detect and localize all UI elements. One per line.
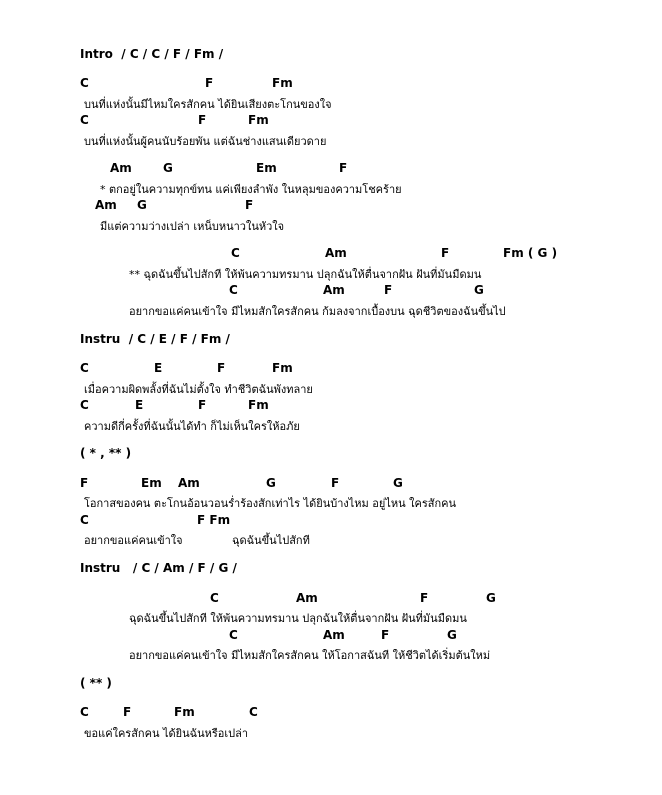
chord: G <box>486 591 496 605</box>
chord-line <box>0 476 662 492</box>
chord: F <box>381 628 390 642</box>
lyric-line <box>0 724 662 740</box>
lyric-line <box>0 302 662 318</box>
lyric-text: ** ฉุดฉันขึ้นไปสักที ให้พ้นความทรมาน ปลุกฉันให้ตื่นจากฝัน ฝันที่มันมืดมน <box>129 268 482 281</box>
chord: Am <box>95 198 117 212</box>
chord-line <box>0 513 662 529</box>
chord: F Fm <box>197 513 231 527</box>
chord: Fm <box>272 76 293 90</box>
lyric-line <box>0 494 662 510</box>
lyric-text: บนที่แห่งนั้นมีไหมใครสักคน ได้ยินเสียงตะโกนของใจ <box>84 98 332 111</box>
intro-line <box>0 47 662 63</box>
chord: F <box>123 705 132 719</box>
chord: F <box>217 361 226 375</box>
lyric-text: อยากขอแค่คนเข้าใจ มีไหมสักใครสักคน ให้โอกาสฉันที ให้ชีวิตได้เริ่มต้นใหม่ <box>129 649 491 662</box>
lyric-line <box>0 95 662 111</box>
chord: C <box>229 283 238 297</box>
chord-line <box>0 398 662 414</box>
lyric-line <box>0 380 662 396</box>
lyric-text: ขอแค่ใครสักคน ได้ยินฉันหรือเปล่า <box>84 727 249 740</box>
lyric-text: ฉุดฉันขึ้นไปสักที <box>232 534 310 547</box>
chord-line <box>0 161 662 177</box>
lyric-line <box>0 217 662 233</box>
chord: Am <box>296 591 318 605</box>
chord: Fm <box>248 398 269 412</box>
chord: G <box>137 198 147 212</box>
chord: G <box>447 628 457 642</box>
lyric-line <box>0 132 662 148</box>
chord-line <box>0 591 662 607</box>
lyric-text: ฉุดฉันขึ้นไปสักที ให้พ้นความทรมาน ปลุกฉันให้ตื่นจากฝัน ฝันที่มันมืดมน <box>129 612 467 625</box>
chord-line <box>0 76 662 92</box>
instru-line <box>0 561 662 577</box>
chord-line <box>0 283 662 299</box>
lyric-text: มีแต่ความว่างเปล่า เหน็บหนาวในหัวใจ <box>100 220 285 233</box>
section-label-intro: Intro / C / C / F / Fm / <box>80 47 224 61</box>
lyric-line <box>0 609 662 625</box>
chord: C <box>231 246 240 260</box>
lyric-text: บนที่แห่งนั้นผู้คนนับร้อยพัน แต่ฉันช่างแสนเดียวดาย <box>84 135 327 148</box>
repeat-marker: ( ** ) <box>80 676 112 690</box>
chord: C <box>80 705 89 719</box>
chord: Em <box>256 161 277 175</box>
chord: C <box>210 591 219 605</box>
chord: C <box>80 513 89 527</box>
chord: E <box>154 361 163 375</box>
chord: Am <box>325 246 347 260</box>
chord: Fm <box>272 361 293 375</box>
chord-line <box>0 113 662 129</box>
chord: F <box>205 76 214 90</box>
chord-line <box>0 198 662 214</box>
lyric-text: ความดีกี่ครั้งที่ฉันนั้นได้ทำ ก็ไม่เห็นใครให้อภัย <box>84 420 300 433</box>
chord: Fm <box>174 705 195 719</box>
chord: C <box>80 361 89 375</box>
chord: F <box>80 476 89 490</box>
lyric-text: อยากขอแค่คนเข้าใจ มีไหมสักใครสักคน ก้มลงจากเบื้องบน ฉุดชีวิตของฉันขึ้นไป <box>129 305 506 318</box>
chord: Fm ( G ) <box>503 246 558 260</box>
lyric-line <box>0 265 662 281</box>
chord-line <box>0 628 662 644</box>
lyric-text: อยากขอแค่คนเข้าใจ <box>84 534 183 547</box>
chord: C <box>80 398 89 412</box>
chord: F <box>198 398 207 412</box>
chord: F <box>198 113 207 127</box>
lyric-line <box>0 417 662 433</box>
chord: Am <box>323 628 345 642</box>
chord: C <box>249 705 258 719</box>
chord: Am <box>178 476 200 490</box>
chord: G <box>474 283 484 297</box>
chord: C <box>80 113 89 127</box>
lyric-text: * ตกอยู่ในความทุกข์ทน แค่เพียงลำพัง ในหลุมของความโชคร้าย <box>100 183 402 196</box>
section-label-instru: Instru / C / E / F / Fm / <box>80 332 230 346</box>
chord: F <box>245 198 254 212</box>
chord: G <box>393 476 403 490</box>
chord: G <box>163 161 173 175</box>
chord: G <box>266 476 276 490</box>
section-label-instru: Instru / C / Am / F / G / <box>80 561 237 575</box>
chord: C <box>80 76 89 90</box>
chord-line <box>0 705 662 721</box>
chord: F <box>420 591 429 605</box>
repeat-line <box>0 446 662 462</box>
lyric-line <box>0 531 662 547</box>
lyric-line <box>0 646 662 662</box>
repeat-marker: ( * , ** ) <box>80 446 132 460</box>
chord: Am <box>110 161 132 175</box>
chord: F <box>331 476 340 490</box>
chord: E <box>135 398 144 412</box>
chord: F <box>384 283 393 297</box>
chord: Em <box>141 476 162 490</box>
chord-line <box>0 246 662 262</box>
lyric-text: เมื่อความผิดพลั้งที่ฉันไม่ตั้งใจ ทำชีวิตฉันพังทลาย <box>84 383 313 396</box>
lyric-line <box>0 180 662 196</box>
chord: Fm <box>248 113 269 127</box>
repeat-line <box>0 676 662 692</box>
instru-line <box>0 332 662 348</box>
chord: Am <box>323 283 345 297</box>
lyric-text: โอกาสของคน ตะโกนอ้อนวอนร่ำร้องสักเท่าไร ได้ยินบ้างไหม อยู่ไหน ใครสักคน <box>84 497 457 510</box>
chord: C <box>229 628 238 642</box>
chord: F <box>339 161 348 175</box>
chord: F <box>441 246 450 260</box>
chord-line <box>0 361 662 377</box>
